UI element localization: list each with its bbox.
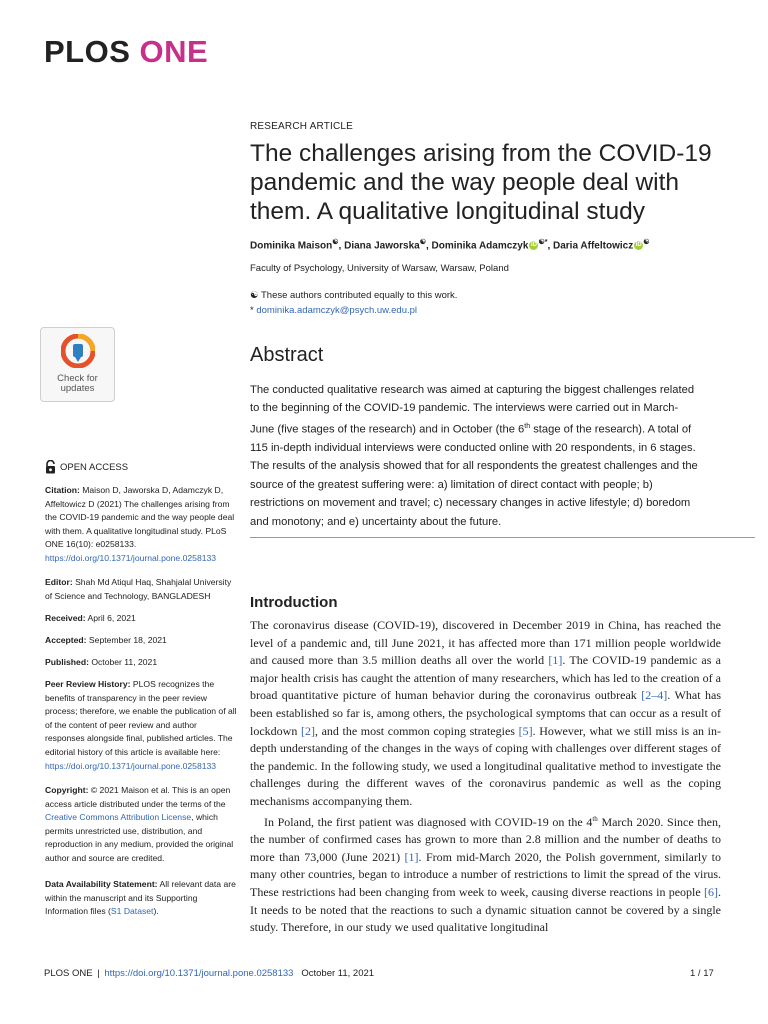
check-for-updates-button[interactable] — [40, 327, 115, 402]
intro-paragraph-2: In Poland, the first patient was diagnosed with COVID-19 on the 4th March 2020. Since then, the number of confirmed cases has grown to more than 2.8 million and the number of deaths to more than 73,000 (June 2021) [1]. From mid-March 2020, the Polish government, similarly to many other countries, began to introduce a number of restrictions to limit the spread of the virus. These restrictions had been changing from week to week, causing diverse reactions in people [6]. It needs to be noted that the reactions to such a dynamic situation cannot be covered by a single study. Therefore, in our study we used qualitative longitudinal — [250, 814, 722, 935]
corresp-mark: * — [250, 305, 254, 316]
journal-logo — [44, 34, 208, 70]
reference-link[interactable]: [5] — [518, 723, 533, 738]
dataset-link[interactable]: S1 Dataset — [110, 906, 154, 917]
received-date: Received: April 6, 2021 — [45, 613, 136, 623]
check-updates-icon — [61, 334, 95, 368]
peer-review-link[interactable]: https://doi.org/10.1371/journal.pone.0258133 — [45, 760, 217, 771]
reference-link[interactable]: [2–4] — [641, 688, 668, 703]
author-name[interactable]: Dominika Maison — [250, 240, 333, 252]
citation-doi-link[interactable]: https://doi.org/10.1371/journal.pone.0258133 — [45, 552, 217, 563]
author-marks: ☯* — [538, 239, 548, 246]
reference-link[interactable]: [1] — [548, 653, 563, 668]
author-marks: ☯ — [332, 239, 339, 246]
abstract-heading: Abstract — [250, 344, 324, 366]
article-title: The challenges arising from the COVID-19 pandemic and the way people deal with them. A qualitative longitudinal study — [250, 140, 712, 225]
abstract-divider — [250, 537, 755, 538]
logo-one: ONE — [139, 34, 209, 69]
abstract-text: The conducted qualitative research was aimed at capturing the biggest challenges related to the beginning of the COVID-19 pandemic. The interviews were carried out in March-June (five stages of the research) and in October (the 6th stage of the research). A total of 115 in-depth individual interviews were conducted online with 20 respondents, in 6 stages. The results of the analysis showed that for all respondents the greatest challenges and the source of the greatest suffering were: a) limitation of direct contact with people; b) restrictions on movement and travel; c) necessary changes in active lifestyle; d) boredom and monotony; and e) uncertainty about the future. — [250, 384, 698, 528]
footer-doi-link[interactable]: https://doi.org/10.1371/journal.pone.0258133 — [104, 968, 294, 979]
introduction-heading: Introduction — [250, 594, 338, 611]
reference-link[interactable]: [2] — [300, 723, 315, 738]
author-marks: ☯ — [643, 239, 650, 246]
accepted-date: Accepted: September 18, 2021 — [45, 635, 167, 645]
author-name[interactable]: Daria Affeltowicz — [553, 240, 634, 252]
open-access-label: OPEN ACCESS — [60, 461, 129, 473]
author-marks: ☯ — [419, 239, 426, 246]
published-date: Published: October 11, 2021 — [45, 657, 158, 667]
reference-link[interactable]: [1] — [404, 849, 419, 864]
equal-contribution-note: ☯ These authors contributed equally to this work. — [250, 290, 458, 301]
author-name[interactable]: Diana Jaworska — [344, 240, 420, 252]
citation-block: Citation: Maison D, Jaworska D, Adamczyk D, Affeltowicz D (2021) The challenges arising from the COVID-19 pandemic and the way people deal with them. A qualitative longitudinal study. PLoS ONE 16(10): e0258133. https://doi.org/10.1371/journal.pone.0258133 — [45, 485, 235, 563]
author-name[interactable]: Dominika Adamczyk — [431, 240, 529, 252]
affiliation: Faculty of Psychology, University of Warsaw, Warsaw, Poland — [250, 263, 509, 274]
editor-block: Editor: Shah Md Atiqul Haq, Shahjalal University of Science and Technology, BANGLADESH — [45, 577, 232, 601]
corresp-email-link[interactable]: dominika.adamczyk@psych.uw.edu.pl — [256, 305, 418, 316]
author-list: Dominika Maison☯, Diana Jaworska☯, Dominika Adamczyk iD ☯*, Daria Affeltowicz iD ☯ — [250, 239, 650, 252]
footer-journal: PLOS ONE — [44, 968, 93, 979]
copyright-block: Copyright: © 2021 Maison et al. This is an open access article distributed under the terms of the Creative Commons Attribution License, which permits unrestricted use, distribution, and reproduction in any medium, provided the original author and source are credited. — [45, 785, 234, 863]
footer-separator: | — [97, 968, 100, 979]
introduction-text — [250, 617, 721, 937]
corresponding-author — [250, 305, 417, 316]
page-footer — [44, 968, 374, 979]
article-type: RESEARCH ARTICLE — [250, 121, 354, 132]
open-lock-icon — [45, 460, 56, 474]
data-availability-block: Data Availability Statement: All relevant data are within the manuscript and its Supporting Information files (S1 Dataset). — [45, 879, 236, 917]
check-updates-label: Check for updates — [57, 373, 98, 394]
open-access-badge — [45, 460, 128, 474]
intro-paragraph-1: The coronavirus disease (COVID-19), discovered in December 2019 in China, has reached the level of a pandemic and, till June 2021, it has affected more than 171 million people worldwide and caused more than 3.5 million deaths all over the world [1]. The COVID-19 pandemic as a major health crisis has caught the attention of many researchers, which has led to the creation of a broad quantitative picture of human behavior during the coronavirus outbreak [2–4]. What has been established so far is, among others, the psychological symptoms that can occur as a result of lockdown [2], and the most common coping strategies [5]. However, what we still miss is an in-depth understanding of the changes in the ways of coping with challenges over different stages of the pandemic. In the following study, we used a longitudinal qualitative method to investigate the challenges during the different waves of the coronavirus pandemic as well as the coping mechanisms accompanying them. — [250, 618, 722, 808]
license-link[interactable]: Creative Commons Attribution License — [45, 812, 192, 823]
peer-review-history: Peer Review History: PLOS recognizes the benefits of transparency in the peer review process; therefore, we enable the publication of all of the content of peer review and author responses alongside final, published articles. The editorial history of this article is available here: https://doi.org/10.1371/journal.pone.0258133 — [45, 679, 237, 771]
reference-link[interactable]: [6] — [704, 884, 718, 899]
page-number: 1 / 17 — [690, 968, 714, 979]
orcid-icon[interactable]: iD — [635, 242, 642, 249]
orcid-icon[interactable]: iD — [530, 242, 537, 249]
footer-date: October 11, 2021 — [301, 968, 375, 979]
logo-plos: PLOS — [44, 34, 131, 69]
